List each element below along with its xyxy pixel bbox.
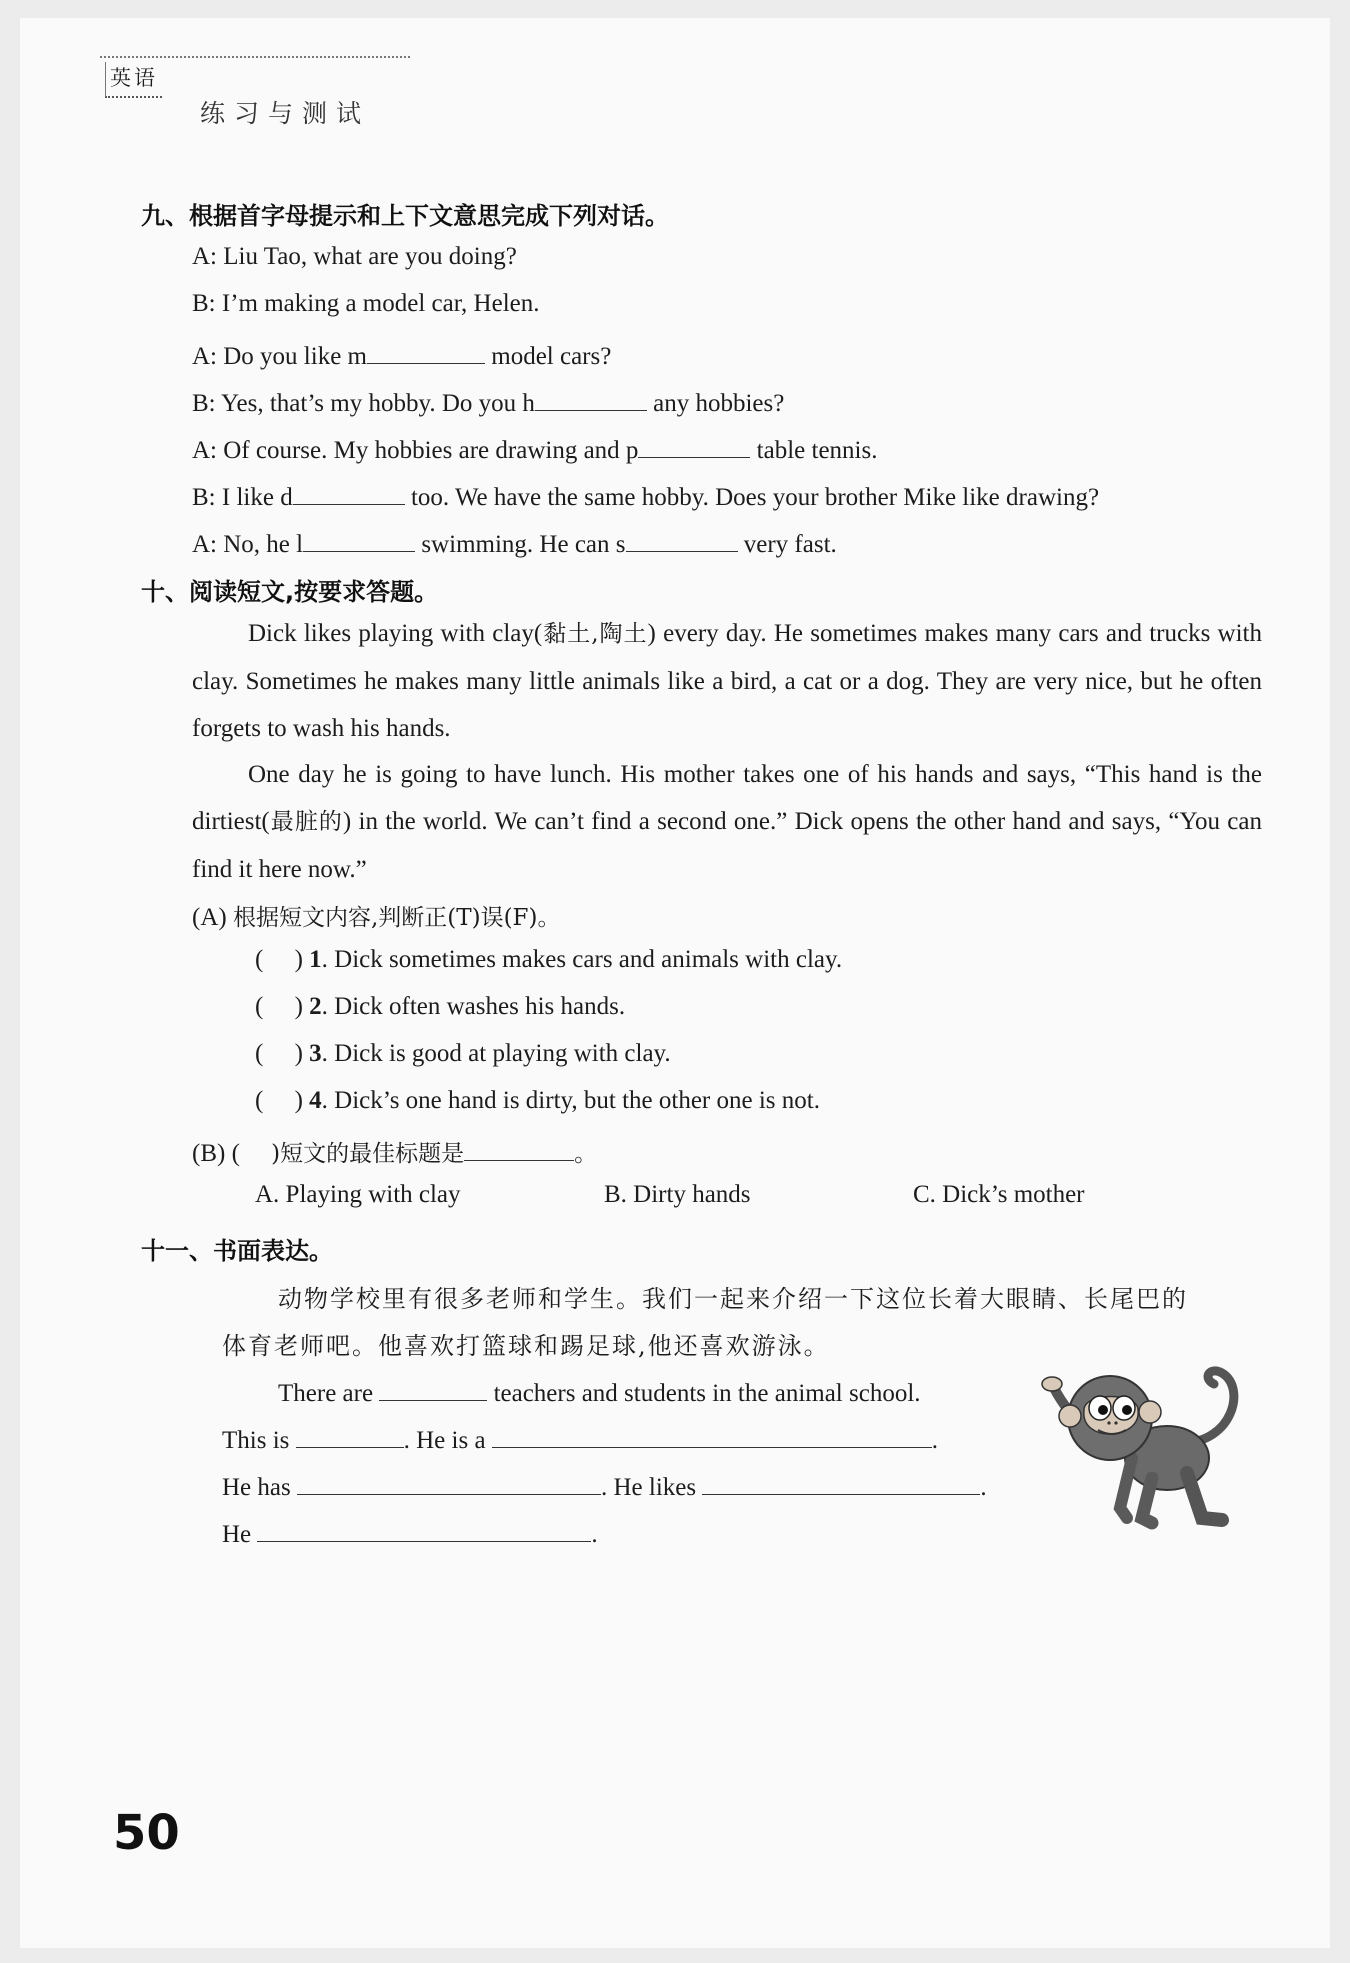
partA-heading: (A) 根据短文内容,判断正(T)误(F)。 bbox=[192, 904, 561, 931]
tf-item-4: ( ) 4. Dick’s one hand is dirty, but the other one is not. bbox=[255, 1087, 820, 1114]
answer-paren[interactable]: ( ) bbox=[255, 1087, 303, 1114]
section11-title: 十一、书面表达。 bbox=[141, 1237, 333, 1265]
writing-line-3: He has . He likes . bbox=[222, 1468, 987, 1502]
answer-blank[interactable] bbox=[293, 478, 405, 505]
writing-line-2: This is . He is a . bbox=[222, 1421, 938, 1455]
writing-prompt-line-2: 体育老师吧。他喜欢打篮球和踢足球,他还喜欢游泳。 bbox=[222, 1332, 830, 1360]
answer-blank[interactable] bbox=[367, 337, 485, 364]
partB-question: (B) ( )短文的最佳标题是 。 bbox=[192, 1134, 597, 1168]
answer-blank[interactable] bbox=[257, 1515, 591, 1542]
writing-line-4: He . bbox=[222, 1515, 598, 1549]
writing-line-1: There are teachers and students in the animal school. bbox=[278, 1374, 921, 1408]
tf-item-3: ( ) 3. Dick is good at playing with clay. bbox=[255, 1040, 671, 1067]
monkey-illustration bbox=[1032, 1348, 1272, 1538]
answer-blank[interactable] bbox=[638, 431, 750, 458]
answer-blank[interactable] bbox=[464, 1134, 574, 1161]
header-dotted-rule bbox=[100, 56, 410, 58]
page-number: 50 bbox=[113, 1805, 180, 1861]
answer-paren[interactable]: ( ) bbox=[255, 1040, 303, 1067]
section10-title: 十、阅读短文,按要求答题。 bbox=[141, 578, 439, 606]
answer-blank[interactable] bbox=[626, 525, 738, 552]
dialog-line-2: B: I’m making a model car, Helen. bbox=[192, 290, 540, 317]
answer-blank[interactable] bbox=[296, 1421, 404, 1448]
option-c: C. Dick’s mother bbox=[913, 1181, 1085, 1208]
header-subject: 英语 bbox=[105, 62, 162, 98]
dialog-line-5: A: Of course. My hobbies are drawing and p table tennis. bbox=[192, 431, 877, 465]
answer-paren[interactable]: ( bbox=[231, 1140, 272, 1167]
answer-blank[interactable] bbox=[492, 1421, 932, 1448]
option-a: A. Playing with clay bbox=[255, 1181, 461, 1208]
reading-paragraph-1: Dick likes playing with clay(黏土,陶土) every day. He sometimes makes many cars and trucks with clay. Sometimes he makes many little animals like a bird, a cat or a dog. They are very nice, but he often forgets to wash his hands. bbox=[192, 620, 1262, 742]
answer-blank[interactable] bbox=[702, 1468, 980, 1495]
tf-item-1: ( ) 1. Dick sometimes makes cars and animals with clay. bbox=[255, 946, 843, 973]
dialog-line-6: B: I like d too. We have the same hobby. Does your brother Mike like drawing? bbox=[192, 478, 1099, 512]
section9-title: 九、根据首字母提示和上下文意思完成下列对话。 bbox=[141, 202, 669, 230]
dialog-line-1: A: Liu Tao, what are you doing? bbox=[192, 243, 517, 270]
answer-paren[interactable]: ( ) bbox=[255, 993, 303, 1020]
writing-prompt-line-1: 动物学校里有很多老师和学生。我们一起来介绍一下这位长着大眼睛、长尾巴的 bbox=[278, 1285, 1188, 1313]
header-book-title: 练习与测试 bbox=[200, 99, 371, 128]
dialog-line-7: A: No, he l swimming. He can s very fast. bbox=[192, 525, 837, 559]
dialog-line-4: B: Yes, that’s my hobby. Do you h any hobbies? bbox=[192, 384, 784, 418]
answer-blank[interactable] bbox=[379, 1374, 487, 1401]
answer-paren[interactable]: ( ) bbox=[255, 946, 303, 973]
answer-blank[interactable] bbox=[303, 525, 415, 552]
reading-paragraph-2: One day he is going to have lunch. His mother takes one of his hands and says, “This hand is the dirtiest(最脏的) in the world. We can’t find a second one.” Dick opens the other hand and says, “You can find it here now.” bbox=[192, 761, 1262, 883]
dialog-line-3: A: Do you like m model cars? bbox=[192, 337, 611, 371]
option-b: B. Dirty hands bbox=[604, 1181, 751, 1208]
answer-blank[interactable] bbox=[297, 1468, 601, 1495]
tf-item-2: ( ) 2. Dick often washes his hands. bbox=[255, 993, 626, 1020]
answer-blank[interactable] bbox=[535, 384, 647, 411]
